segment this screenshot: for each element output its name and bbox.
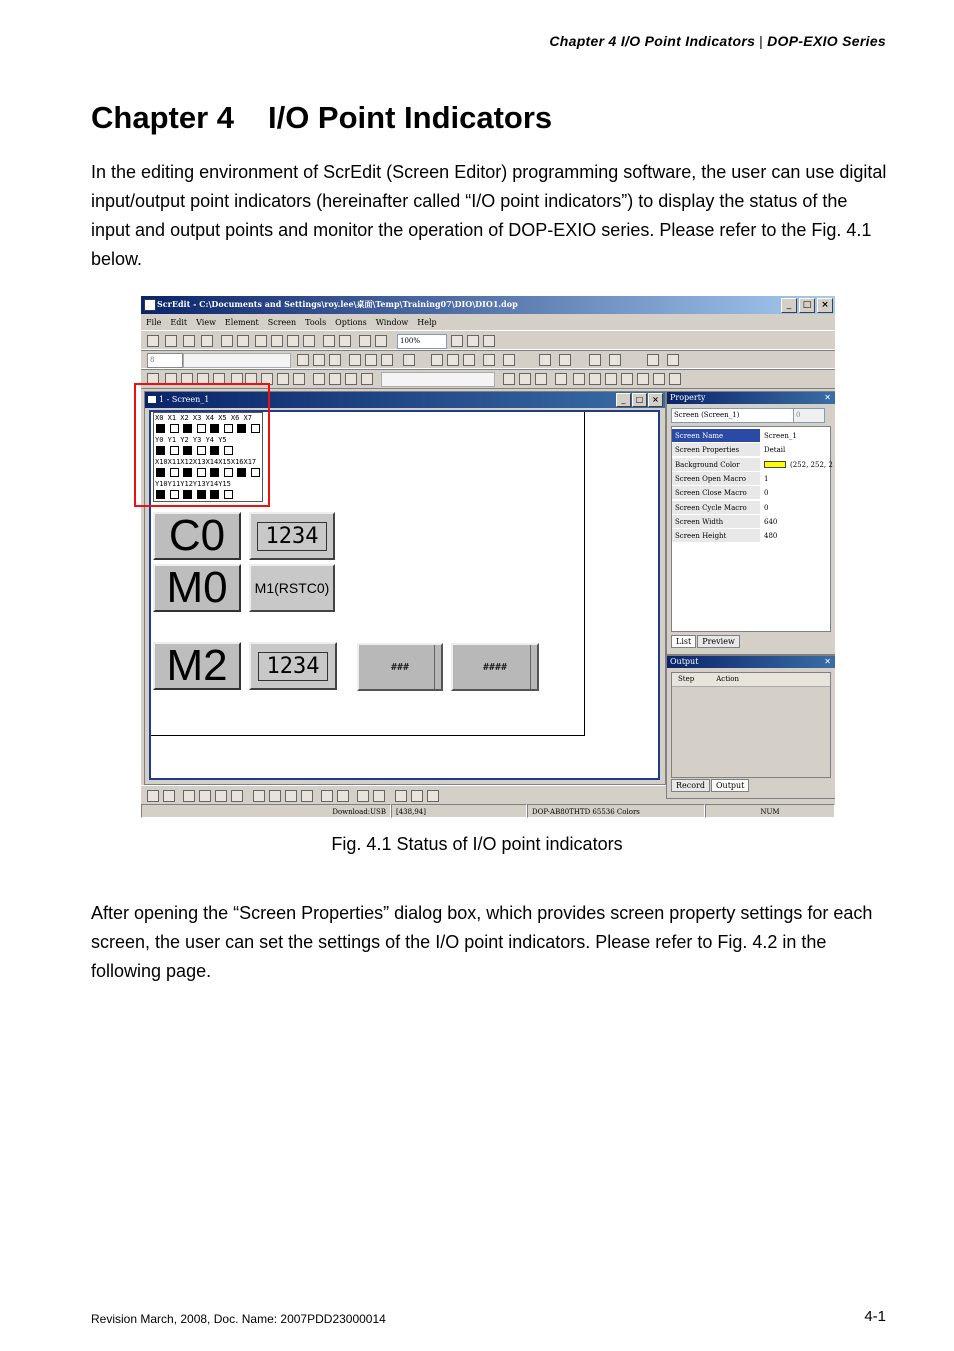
font-name-select[interactable] xyxy=(183,353,291,368)
color-icon[interactable] xyxy=(503,354,515,366)
tab-list[interactable]: List xyxy=(671,635,696,648)
redo-icon[interactable] xyxy=(237,335,249,347)
io-highlight-box xyxy=(134,383,270,507)
output-col-action: Action xyxy=(716,675,739,683)
property-row[interactable] xyxy=(672,486,830,500)
menu-file[interactable]: File xyxy=(146,317,162,327)
zoom-out-icon[interactable] xyxy=(467,335,479,347)
screen-maximize-button[interactable]: □ xyxy=(632,393,647,407)
move-horizontal-icon[interactable] xyxy=(313,354,325,366)
output-header xyxy=(672,673,830,687)
paste-icon[interactable] xyxy=(287,335,299,347)
text-bank-icon[interactable] xyxy=(621,373,633,385)
numeric-input-1[interactable]: ### xyxy=(357,643,443,691)
numeric-display-2[interactable] xyxy=(249,642,337,690)
size-h-icon[interactable] xyxy=(395,790,407,802)
center-v-icon[interactable] xyxy=(373,790,385,802)
property-row[interactable] xyxy=(672,472,830,486)
forward-icon[interactable] xyxy=(215,790,227,802)
download-icon[interactable] xyxy=(519,373,531,385)
page-number: 4-1 xyxy=(864,1308,886,1325)
align-left-icon[interactable] xyxy=(539,354,551,366)
footer-revision: Revision March, 2008, Doc. Name: 2007PDD23000014 xyxy=(91,1312,386,1326)
simulate-icon[interactable] xyxy=(555,373,567,385)
c0-button[interactable]: C0 xyxy=(153,512,241,560)
property-close-icon[interactable]: ✕ xyxy=(824,393,831,402)
chapter-name: I/O Point Indicators xyxy=(267,100,553,135)
m1-reset-label: M1(RSTC0) xyxy=(254,580,330,596)
zoom-in-icon[interactable] xyxy=(451,335,463,347)
space-icon[interactable] xyxy=(321,790,333,802)
move-down-icon[interactable] xyxy=(381,354,393,366)
tab-record[interactable]: Record xyxy=(671,779,710,792)
property-key: Screen Close Macro xyxy=(672,486,760,499)
move-right-icon[interactable] xyxy=(329,354,341,366)
screen-icon[interactable] xyxy=(323,335,335,347)
property-object-select[interactable]: Screen (Screen_1) xyxy=(671,408,825,423)
property-key: Screen Width xyxy=(672,515,760,528)
recipe-icon[interactable] xyxy=(589,373,601,385)
output-col-step: Step xyxy=(678,675,695,683)
property-key: Screen Open Macro xyxy=(672,472,760,485)
menu-view[interactable]: View xyxy=(196,317,216,327)
app-icon xyxy=(144,299,156,311)
property-value: Detail xyxy=(764,446,786,455)
numeric-input-2[interactable]: #### xyxy=(451,643,539,691)
graphic-element-icon[interactable] xyxy=(293,373,305,385)
snap-icon[interactable] xyxy=(163,790,175,802)
align-middle-icon[interactable] xyxy=(609,354,621,366)
bold-icon[interactable] xyxy=(431,354,443,366)
save-icon[interactable] xyxy=(183,335,195,347)
menu-edit[interactable]: Edit xyxy=(170,317,188,327)
property-row[interactable] xyxy=(672,529,830,543)
menu-bar xyxy=(141,315,835,329)
intro-paragraph: In the editing environment of ScrEdit (Screen Editor) programming software, the user can use digital input/output point indicators (hereinafter called “I/O point indicators”) to display the status of the input and output points and monitor the operation of DOP-EXIO series. Please refer to the Fig. 4.1 below. xyxy=(91,162,887,269)
follow-paragraph: After opening the “Screen Properties” dialog box, which provides screen property settings for each screen, the user can set the settings of the I/O point indicators. Please refer to Fig. 4.2 in the following page. xyxy=(91,903,873,981)
status-model: DOP-AB80THTD 65536 Colors xyxy=(527,804,705,818)
menu-help[interactable]: Help xyxy=(417,317,437,327)
element-select[interactable] xyxy=(381,372,495,387)
copy-icon[interactable] xyxy=(271,335,283,347)
property-row[interactable] xyxy=(672,443,830,457)
color-swatch xyxy=(764,461,786,468)
header-series: DOP-EXIO Series xyxy=(767,33,886,49)
undo-icon[interactable] xyxy=(221,335,233,347)
new-icon[interactable] xyxy=(147,335,159,347)
save-all-icon[interactable] xyxy=(201,335,213,347)
size-both-icon[interactable] xyxy=(427,790,439,802)
toolbar-standard xyxy=(141,330,835,351)
io-row-3-labels: Y10Y11Y12Y13Y14Y15 xyxy=(155,480,231,488)
property-table xyxy=(671,426,831,632)
menu-element[interactable]: Element xyxy=(224,317,259,327)
tab-output[interactable]: Output xyxy=(711,779,749,792)
close-button[interactable]: × xyxy=(817,298,833,313)
screen-close-button[interactable]: × xyxy=(648,393,663,407)
tab-preview[interactable]: Preview xyxy=(697,635,740,648)
open-icon[interactable] xyxy=(165,335,177,347)
new-screen-icon[interactable] xyxy=(339,335,351,347)
property-value: 1 xyxy=(764,474,769,483)
app-title: ScrEdit - C:\Documents and Settings\roy.lee\桌面\Temp\Training07\DIO\DIO1.dop xyxy=(157,299,518,309)
screen-minimize-button[interactable]: _ xyxy=(616,393,631,407)
figure-caption: Fig. 4.1 Status of I/O point indicators xyxy=(331,834,623,854)
bring-front-icon[interactable] xyxy=(183,790,195,802)
flip-icon[interactable] xyxy=(285,790,297,802)
io-row-0-labels: X0 X1 X2 X3 X4 X5 X6 X7 xyxy=(155,414,252,422)
numeric-display-1-value: 1234 xyxy=(257,522,328,551)
send-back-icon[interactable] xyxy=(199,790,211,802)
m0-button[interactable]: M0 xyxy=(153,564,241,612)
toolbar-format xyxy=(141,349,835,370)
align-top-icon[interactable] xyxy=(589,354,601,366)
property-value: 0 xyxy=(764,503,769,512)
alarm-element-icon[interactable] xyxy=(313,373,325,385)
move-left-icon[interactable] xyxy=(297,354,309,366)
property-row[interactable] xyxy=(672,429,830,443)
property-panel xyxy=(666,391,835,655)
m1-reset-button[interactable] xyxy=(249,564,335,612)
property-key: Screen Properties xyxy=(672,443,760,456)
menu-screen[interactable]: Screen xyxy=(267,317,297,327)
property-id-select[interactable]: 0 xyxy=(793,408,825,423)
property-value: 0 xyxy=(764,489,769,498)
toolbar-layout xyxy=(141,785,666,805)
status-coords: [438,94] xyxy=(391,804,527,818)
property-key: Screen Height xyxy=(672,529,760,542)
property-value: Screen_1 xyxy=(764,432,797,440)
zoom-select[interactable]: 100% xyxy=(397,334,447,349)
macro-icon[interactable] xyxy=(605,373,617,385)
property-value: (252, 252, 2 xyxy=(764,458,833,472)
display-element-icon[interactable] xyxy=(277,373,289,385)
output-close-icon[interactable]: ✕ xyxy=(824,657,831,666)
rotate-icon[interactable] xyxy=(301,790,313,802)
size-v-icon[interactable] xyxy=(411,790,423,802)
chapter-title xyxy=(91,100,552,136)
align-icon[interactable] xyxy=(483,354,495,366)
app-titlebar xyxy=(141,296,835,314)
font-size-select[interactable]: 8 xyxy=(147,353,183,368)
upload-icon[interactable] xyxy=(535,373,547,385)
screen-window-title: 1 - Screen_1 xyxy=(159,395,210,404)
ungroup-icon[interactable] xyxy=(269,790,281,802)
m2-button[interactable]: M2 xyxy=(153,642,241,690)
output-table xyxy=(671,672,831,778)
property-title-text: Property xyxy=(670,393,706,402)
output-panel-title xyxy=(667,656,835,668)
compile-icon[interactable] xyxy=(503,373,515,385)
property-value: 480 xyxy=(764,532,778,541)
menu-options[interactable]: Options xyxy=(335,317,367,327)
screenshot-figure xyxy=(141,296,835,818)
align-center-icon[interactable] xyxy=(559,354,571,366)
maximize-button[interactable]: □ xyxy=(799,298,815,313)
drawing-element-icon[interactable] xyxy=(361,373,373,385)
output-panel xyxy=(666,655,835,799)
io-row-1-labels: Y0 Y1 Y2 Y3 Y4 Y5 xyxy=(155,436,227,444)
output-tabs xyxy=(671,779,749,792)
print-icon[interactable] xyxy=(359,335,371,347)
online-sim-icon[interactable] xyxy=(573,373,585,385)
output-title-text: Output xyxy=(670,657,699,666)
property-key: Screen Cycle Macro xyxy=(672,501,760,514)
running-header xyxy=(0,33,886,49)
backward-icon[interactable] xyxy=(231,790,243,802)
status-num: NUM xyxy=(705,804,835,818)
move-vertical-icon[interactable] xyxy=(365,354,377,366)
numeric-display-1[interactable] xyxy=(249,512,335,560)
cut-icon[interactable] xyxy=(255,335,267,347)
minimize-button[interactable]: _ xyxy=(781,298,797,313)
property-key: Background Color xyxy=(672,458,760,471)
underline-icon[interactable] xyxy=(463,354,475,366)
grid-icon[interactable] xyxy=(147,790,159,802)
picture-bank-icon[interactable] xyxy=(637,373,649,385)
config-icon[interactable] xyxy=(653,373,665,385)
status-download: Download:USB xyxy=(141,804,391,818)
move-up-icon[interactable] xyxy=(349,354,361,366)
menu-window[interactable]: Window xyxy=(375,317,409,327)
status-bar xyxy=(141,804,835,818)
keypad-element-icon[interactable] xyxy=(345,373,357,385)
property-row[interactable] xyxy=(672,458,833,472)
sample-element-icon[interactable] xyxy=(329,373,341,385)
about-icon[interactable] xyxy=(669,373,681,385)
property-key: Screen Name xyxy=(672,429,760,442)
header-separator: | xyxy=(759,33,764,49)
find-icon[interactable] xyxy=(303,335,315,347)
help-icon[interactable] xyxy=(375,335,387,347)
same-height-icon[interactable] xyxy=(667,354,679,366)
property-row[interactable] xyxy=(672,515,830,529)
property-tabs xyxy=(671,635,740,648)
zoom-fit-icon[interactable] xyxy=(483,335,495,347)
menu-tools[interactable]: Tools xyxy=(305,317,327,327)
text-color-icon[interactable] xyxy=(403,354,415,366)
distribute-icon[interactable] xyxy=(337,790,349,802)
numeric-display-2-value: 1234 xyxy=(258,652,329,681)
property-value: 640 xyxy=(764,517,778,526)
chapter-number: Chapter 4 xyxy=(91,100,234,135)
group-icon[interactable] xyxy=(253,790,265,802)
header-chapter: Chapter 4 I/O Point Indicators xyxy=(549,33,756,49)
property-row[interactable] xyxy=(672,501,830,515)
same-width-icon[interactable] xyxy=(647,354,659,366)
italic-icon[interactable] xyxy=(447,354,459,366)
io-row-2-labels: X10X11X12X13X14X15X16X17 xyxy=(155,458,257,466)
property-panel-title xyxy=(667,392,835,404)
center-h-icon[interactable] xyxy=(357,790,369,802)
